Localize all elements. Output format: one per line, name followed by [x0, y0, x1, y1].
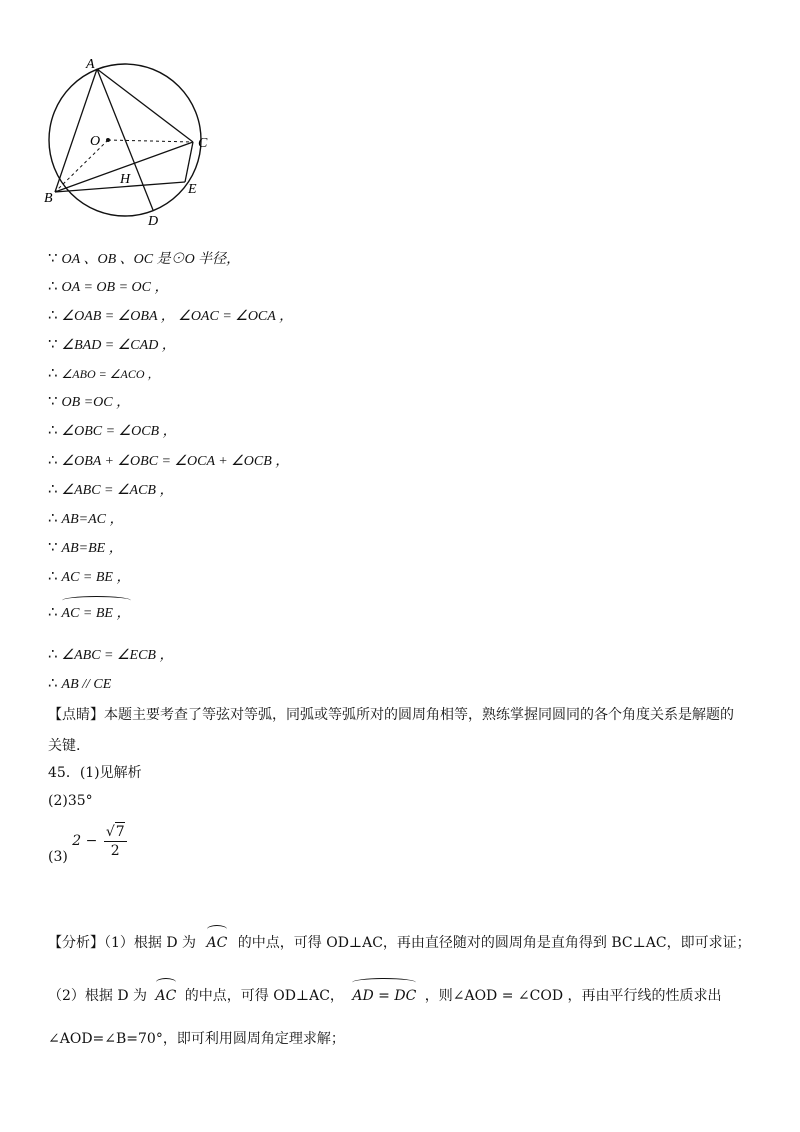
proof-line: [48, 249, 240, 269]
label-h: H: [120, 172, 131, 187]
label-a: A: [86, 57, 95, 72]
fraction: [104, 822, 127, 860]
proof-text: AB // CE: [61, 677, 112, 692]
question-45-part1: 45．(1)见解析: [48, 765, 142, 781]
therefore-symbol: ∴: [48, 421, 58, 439]
proof-text: ∠ABC = ∠ACB ，: [61, 483, 174, 498]
because-symbol: ∵: [48, 249, 58, 267]
proof-line: [48, 480, 173, 500]
therefore-symbol: ∴: [48, 509, 58, 527]
proof-line: [48, 567, 131, 587]
proof-line: [48, 645, 173, 665]
proof-line-arc: [48, 603, 131, 623]
proof-text: OA 、OB 、OC 是⊙O 半径，: [61, 252, 241, 267]
part3-label: (3): [48, 849, 68, 865]
label-o: O: [90, 134, 101, 149]
label-b: B: [44, 191, 53, 206]
center-point: [106, 138, 110, 142]
analysis-line-3: ∠AOD=∠B=70°，即可利用圆周角定理求解；: [48, 1031, 345, 1047]
therefore-symbol: ∴: [48, 364, 58, 382]
proof-text: AC = BE ，: [61, 570, 131, 585]
proof-text: ∠BAD = ∠CAD ，: [61, 338, 176, 353]
therefore-symbol: ∴: [48, 603, 58, 621]
arc-equation: AD = DC: [352, 987, 416, 1005]
arc-ac: AC: [207, 934, 228, 952]
segment-oc: [108, 140, 193, 142]
therefore-symbol: ∴: [48, 451, 58, 469]
proof-text: ∠ABC = ∠ECB ，: [61, 648, 174, 663]
circle-geometry-figure: [40, 50, 230, 230]
question-45-part3: [48, 822, 127, 865]
because-symbol: ∵: [48, 538, 58, 556]
arc-mark: [62, 596, 131, 605]
label-e: E: [188, 182, 197, 197]
fraction-numerator: √7: [105, 824, 125, 840]
therefore-symbol: ∴: [48, 674, 58, 692]
because-symbol: ∵: [48, 335, 58, 353]
because-symbol: ∵: [48, 392, 58, 410]
comment-line: 【点睛】本题主要考查了等弦对等弧，同弧或等弧所对的圆周角相等，熟练掌握同圆同的各个角度关系是解题的: [48, 707, 734, 723]
proof-text: ∠OAB = ∠OBA ， ∠OAC = ∠OCA ，: [61, 309, 294, 324]
proof-text: AB=BE ，: [61, 541, 123, 556]
proof-text: ∠OBC = ∠OCB ，: [61, 424, 177, 439]
therefore-symbol: ∴: [48, 277, 58, 295]
proof-line: [48, 674, 111, 694]
analysis-line-1: 【分析】（1）根据 D 为 AC 的中点，可得 OD⊥AC，再由直径随对的圆周角是直角得到 BC⊥AC，即可求证；: [48, 934, 751, 952]
segment-ab: [55, 69, 97, 192]
proof-line: [48, 306, 293, 326]
proof-line: [48, 538, 123, 558]
proof-line: [48, 364, 160, 383]
proof-text-arc: AC = BE ，: [62, 605, 131, 623]
therefore-symbol: ∴: [48, 480, 58, 498]
proof-text: ∠ABO = ∠ACO ，: [61, 367, 160, 381]
proof-line: [48, 392, 130, 412]
proof-text: OB =OC ，: [61, 395, 131, 410]
proof-line: [48, 451, 289, 471]
proof-line: [48, 335, 176, 355]
comment-line: 关键.: [48, 738, 81, 754]
proof-text: AB=AC ，: [61, 512, 124, 527]
arc-ac: AC: [156, 987, 177, 1005]
proof-text: OA = OB = OC ，: [61, 280, 169, 295]
proof-line: [48, 277, 168, 297]
analysis-line-2: （2）根据 D 为 AC 的中点，可得 OD⊥AC， AD = DC ，则∠AOD = ∠COD ，再由平行线的性质求出: [48, 987, 722, 1005]
question-45-part2: (2)35°: [48, 793, 93, 809]
therefore-symbol: ∴: [48, 645, 58, 663]
proof-line: [48, 421, 177, 441]
therefore-symbol: ∴: [48, 306, 58, 324]
fraction-denominator: 2: [110, 843, 120, 859]
part3-expr: 2 −: [72, 833, 98, 849]
proof-text: ∠OBA + ∠OBC = ∠OCA + ∠OCB ，: [61, 454, 290, 469]
label-d: D: [148, 214, 159, 229]
therefore-symbol: ∴: [48, 567, 58, 585]
label-c: C: [198, 136, 208, 151]
proof-line: [48, 509, 124, 529]
